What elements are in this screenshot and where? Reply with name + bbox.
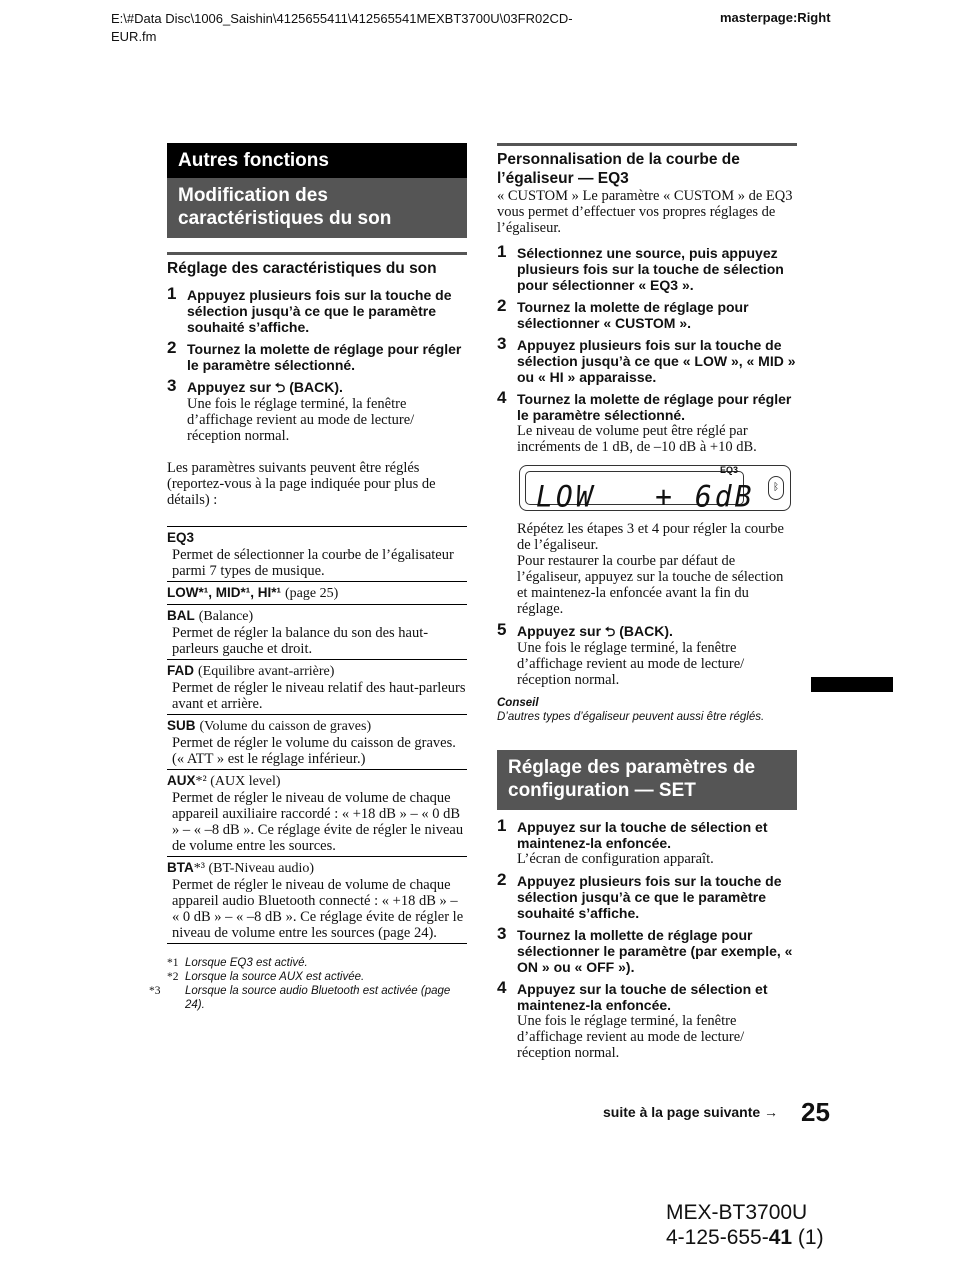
masterpage-label: masterpage:Right xyxy=(720,10,831,25)
step-number: 2 xyxy=(497,870,507,889)
step-number: 2 xyxy=(167,338,177,357)
section-banner-line-2: caractéristiques du son xyxy=(178,208,392,229)
step-instruction: Appuyez plusieurs fois sur la touche de sélection jusqu’à ce que « LOW », « MID » ou « HI » apparaisse. xyxy=(517,337,796,385)
table-row xyxy=(167,857,467,944)
param-key: BTA xyxy=(167,860,194,875)
back-icon: ⮌ xyxy=(604,624,616,639)
footnote-mark: *1 xyxy=(167,957,179,969)
step-note: L’écran de configuration apparaît. xyxy=(517,851,714,867)
step-text-b: (BACK). xyxy=(619,623,673,639)
param-desc: Permet de régler le niveau de volume de chaque appareil auxiliaire raccordé : « +18 dB » – « 0 dB » – « –8 dB ». Ce réglage évite de régler le niveau de volume entre les sources. xyxy=(172,790,464,854)
back-icon: ⮌ xyxy=(274,380,286,395)
section-title: Personnalisation de la courbe de l’égaliseur — EQ3 xyxy=(497,143,797,188)
param-extra: (Balance) xyxy=(198,609,254,624)
tip-text: D’autres types d’égaliseur peuvent aussi être réglés. xyxy=(497,711,765,723)
param-key: FAD xyxy=(167,663,194,678)
param-extra: *³ (BT-Niveau audio) xyxy=(193,861,315,876)
set-banner-line-1: Réglage des paramètres de xyxy=(508,757,756,778)
footnote xyxy=(167,956,467,970)
section-banner xyxy=(167,178,467,238)
eq-step-1 xyxy=(497,242,797,293)
model-name: MEX-BT3700U xyxy=(666,1201,808,1224)
param-key: SUB xyxy=(167,718,196,733)
param-desc: Permet de régler la balance du son des haut-parleurs gauche et droit. xyxy=(172,625,429,657)
bluetooth-icon: ᛒ xyxy=(768,476,784,500)
step-text-a: Appuyez sur xyxy=(187,379,272,395)
param-key: AUX xyxy=(167,773,196,788)
side-tab-marker xyxy=(811,677,893,692)
param-key: EQ3 xyxy=(167,530,195,545)
intro-text: Les paramètres suivants peuvent être réglés (reportez-vous à la page indiquée pour plus de détails) : xyxy=(167,460,436,508)
step-number: 1 xyxy=(497,242,507,261)
step-note: Une fois le réglage terminé, la fenêtre d’affichage revient au mode de lecture/ réception normal. xyxy=(517,640,745,688)
set-step-4 xyxy=(497,978,797,1061)
step-instruction: Sélectionnez une source, puis appuyez plusieurs fois sur la touche de sélection pour sélectionner « EQ3 ». xyxy=(517,245,784,293)
restore-note: Pour restaurer la courbe par défaut de l’égaliseur, appuyez sur la touche de sélection et maintenez-la enfoncée avant la fin du réglage. xyxy=(517,553,784,617)
repeat-note: Répétez les étapes 3 et 4 pour régler la courbe de l’égaliseur. xyxy=(517,521,784,553)
table-row xyxy=(167,527,467,582)
step-note: Une fois le réglage terminé, la fenêtre d’affichage revient au mode de lecture/ réception normal. xyxy=(187,396,415,444)
step-instruction: Tournez la mollette de réglage pour sélectionner le paramètre (par exemple, « ON » ou « OFF »). xyxy=(517,927,793,975)
step-instruction: Appuyez plusieurs fois sur la touche de sélection jusqu’à ce que le paramètre souhaité s’affiche. xyxy=(517,873,782,921)
param-extra: (page 25) xyxy=(285,586,339,601)
section-title: Réglage des caractéristiques du son xyxy=(167,252,467,278)
step-number: 4 xyxy=(497,388,507,407)
step-instruction: Appuyez plusieurs fois sur la touche de sélection jusqu’à ce que le paramètre souhaité s’affiche. xyxy=(187,287,452,335)
page-number: 25 xyxy=(801,1097,830,1127)
table-row xyxy=(167,660,467,715)
file-path-line-1: E:\#Data Disc\1006_Saishin\4125655411\412565541MEXBT3700U\03FR02CD- xyxy=(111,11,573,26)
eq-step-3 xyxy=(497,334,797,385)
part-code-c: (1) xyxy=(792,1226,824,1249)
step-number: 1 xyxy=(167,284,177,303)
param-key: BAL xyxy=(167,608,195,623)
right-column xyxy=(497,143,797,1061)
eq-step-2 xyxy=(497,296,797,331)
set-banner-line-2: configuration — SET xyxy=(508,780,696,801)
param-key: LOW*¹, MID*¹, HI*¹ xyxy=(167,585,281,600)
param-desc: Permet de régler le niveau relatif des haut-parleurs avant et arrière. xyxy=(172,680,466,712)
lcd-display xyxy=(519,465,791,514)
footnote-mark: *3 xyxy=(149,985,161,997)
step-note: Le niveau de volume peut être réglé par incréments de 1 dB, de –10 dB à +10 dB. xyxy=(517,423,757,455)
step-number: 3 xyxy=(497,334,507,353)
lcd-readout: LOW + 6dB xyxy=(536,479,755,514)
model-info xyxy=(666,1200,824,1250)
footnotes xyxy=(149,956,467,1012)
param-extra: *² (AUX level) xyxy=(195,774,281,789)
set-step-3 xyxy=(497,924,797,975)
step-number: 2 xyxy=(497,296,507,315)
set-step-1 xyxy=(497,816,797,867)
step-text-b: (BACK). xyxy=(289,379,343,395)
set-banner xyxy=(497,750,797,810)
part-code-b: 41 xyxy=(768,1226,793,1249)
eq-step-5 xyxy=(497,620,797,688)
step-instruction: Tournez la molette de réglage pour régler le paramètre sélectionné. xyxy=(187,341,462,373)
param-desc: Permet de sélectionner la courbe de l’égalisateur parmi 7 types de musique. xyxy=(172,547,454,579)
step-note: Une fois le réglage terminé, la fenêtre d’affichage revient au mode de lecture/ réception normal. xyxy=(517,1013,745,1061)
part-code-a: 4-125-655- xyxy=(666,1226,769,1249)
table-row xyxy=(167,770,467,857)
step-instruction: Tournez la molette de réglage pour sélectionner « CUSTOM ». xyxy=(517,299,749,331)
section-banner-line-1: Modification des xyxy=(178,185,328,206)
step-instruction: Appuyez sur la touche de sélection et maintenez-la enfoncée. xyxy=(517,981,768,1013)
step-instruction xyxy=(517,623,797,640)
eq-step-4 xyxy=(497,388,797,455)
chapter-banner xyxy=(167,143,467,178)
footnote xyxy=(149,984,467,1012)
tip-title: Conseil xyxy=(497,697,539,709)
param-extra: (Volume du caisson de graves) xyxy=(199,719,372,734)
param-extra: (Equilibre avant-arrière) xyxy=(198,664,335,679)
footnote-text: Lorsque la source AUX est activée. xyxy=(185,971,365,983)
eq3-intro: « CUSTOM » Le paramètre « CUSTOM » de EQ3 vous permet d’effectuer vos propres réglages de l’égaliseur. xyxy=(497,188,793,236)
set-step-2 xyxy=(497,870,797,921)
step-instruction: Appuyez sur la touche de sélection et maintenez-la enfoncée. xyxy=(517,819,768,851)
step-instruction xyxy=(187,379,467,396)
param-desc: Permet de régler le volume du caisson de graves. (« ATT » est le réglage inférieur.) xyxy=(172,735,456,767)
lcd-screen xyxy=(525,471,755,514)
footnote-mark: *2 xyxy=(167,971,179,983)
file-path xyxy=(111,10,631,46)
step-number: 1 xyxy=(497,816,507,835)
table-row xyxy=(167,605,467,660)
continue-note: suite à la page suivante → xyxy=(603,1104,779,1120)
file-path-line-2: EUR.fm xyxy=(111,29,157,44)
chapter-title: Autres fonctions xyxy=(178,150,329,171)
step-number: 3 xyxy=(497,924,507,943)
lcd-eq-label: EQ3 xyxy=(719,465,738,475)
param-desc: Permet de régler le niveau de volume de chaque appareil audio Bluetooth connecté : « +18 dB » – « 0 dB » – « –8 dB ». Ce réglage évite de régler le niveau de volume entre les sources (page 24). xyxy=(172,877,464,941)
step-number: 3 xyxy=(167,376,177,395)
footnote-text: Lorsque EQ3 est activé. xyxy=(185,957,308,969)
part-code xyxy=(666,1225,824,1250)
table-row xyxy=(167,582,467,605)
footnote xyxy=(167,970,467,984)
table-row xyxy=(167,715,467,770)
footnote-text: Lorsque la source audio Bluetooth est activée (page 24). xyxy=(185,985,451,1011)
step-number: 5 xyxy=(497,620,507,639)
step-1 xyxy=(167,284,467,335)
step-3 xyxy=(167,376,467,444)
parameter-table xyxy=(167,526,467,944)
step-2 xyxy=(167,338,467,373)
step-text-a: Appuyez sur xyxy=(517,623,602,639)
left-column xyxy=(149,143,467,1012)
step-number: 4 xyxy=(497,978,507,997)
step-instruction: Tournez la molette de réglage pour régler le paramètre sélectionné. xyxy=(517,391,792,423)
